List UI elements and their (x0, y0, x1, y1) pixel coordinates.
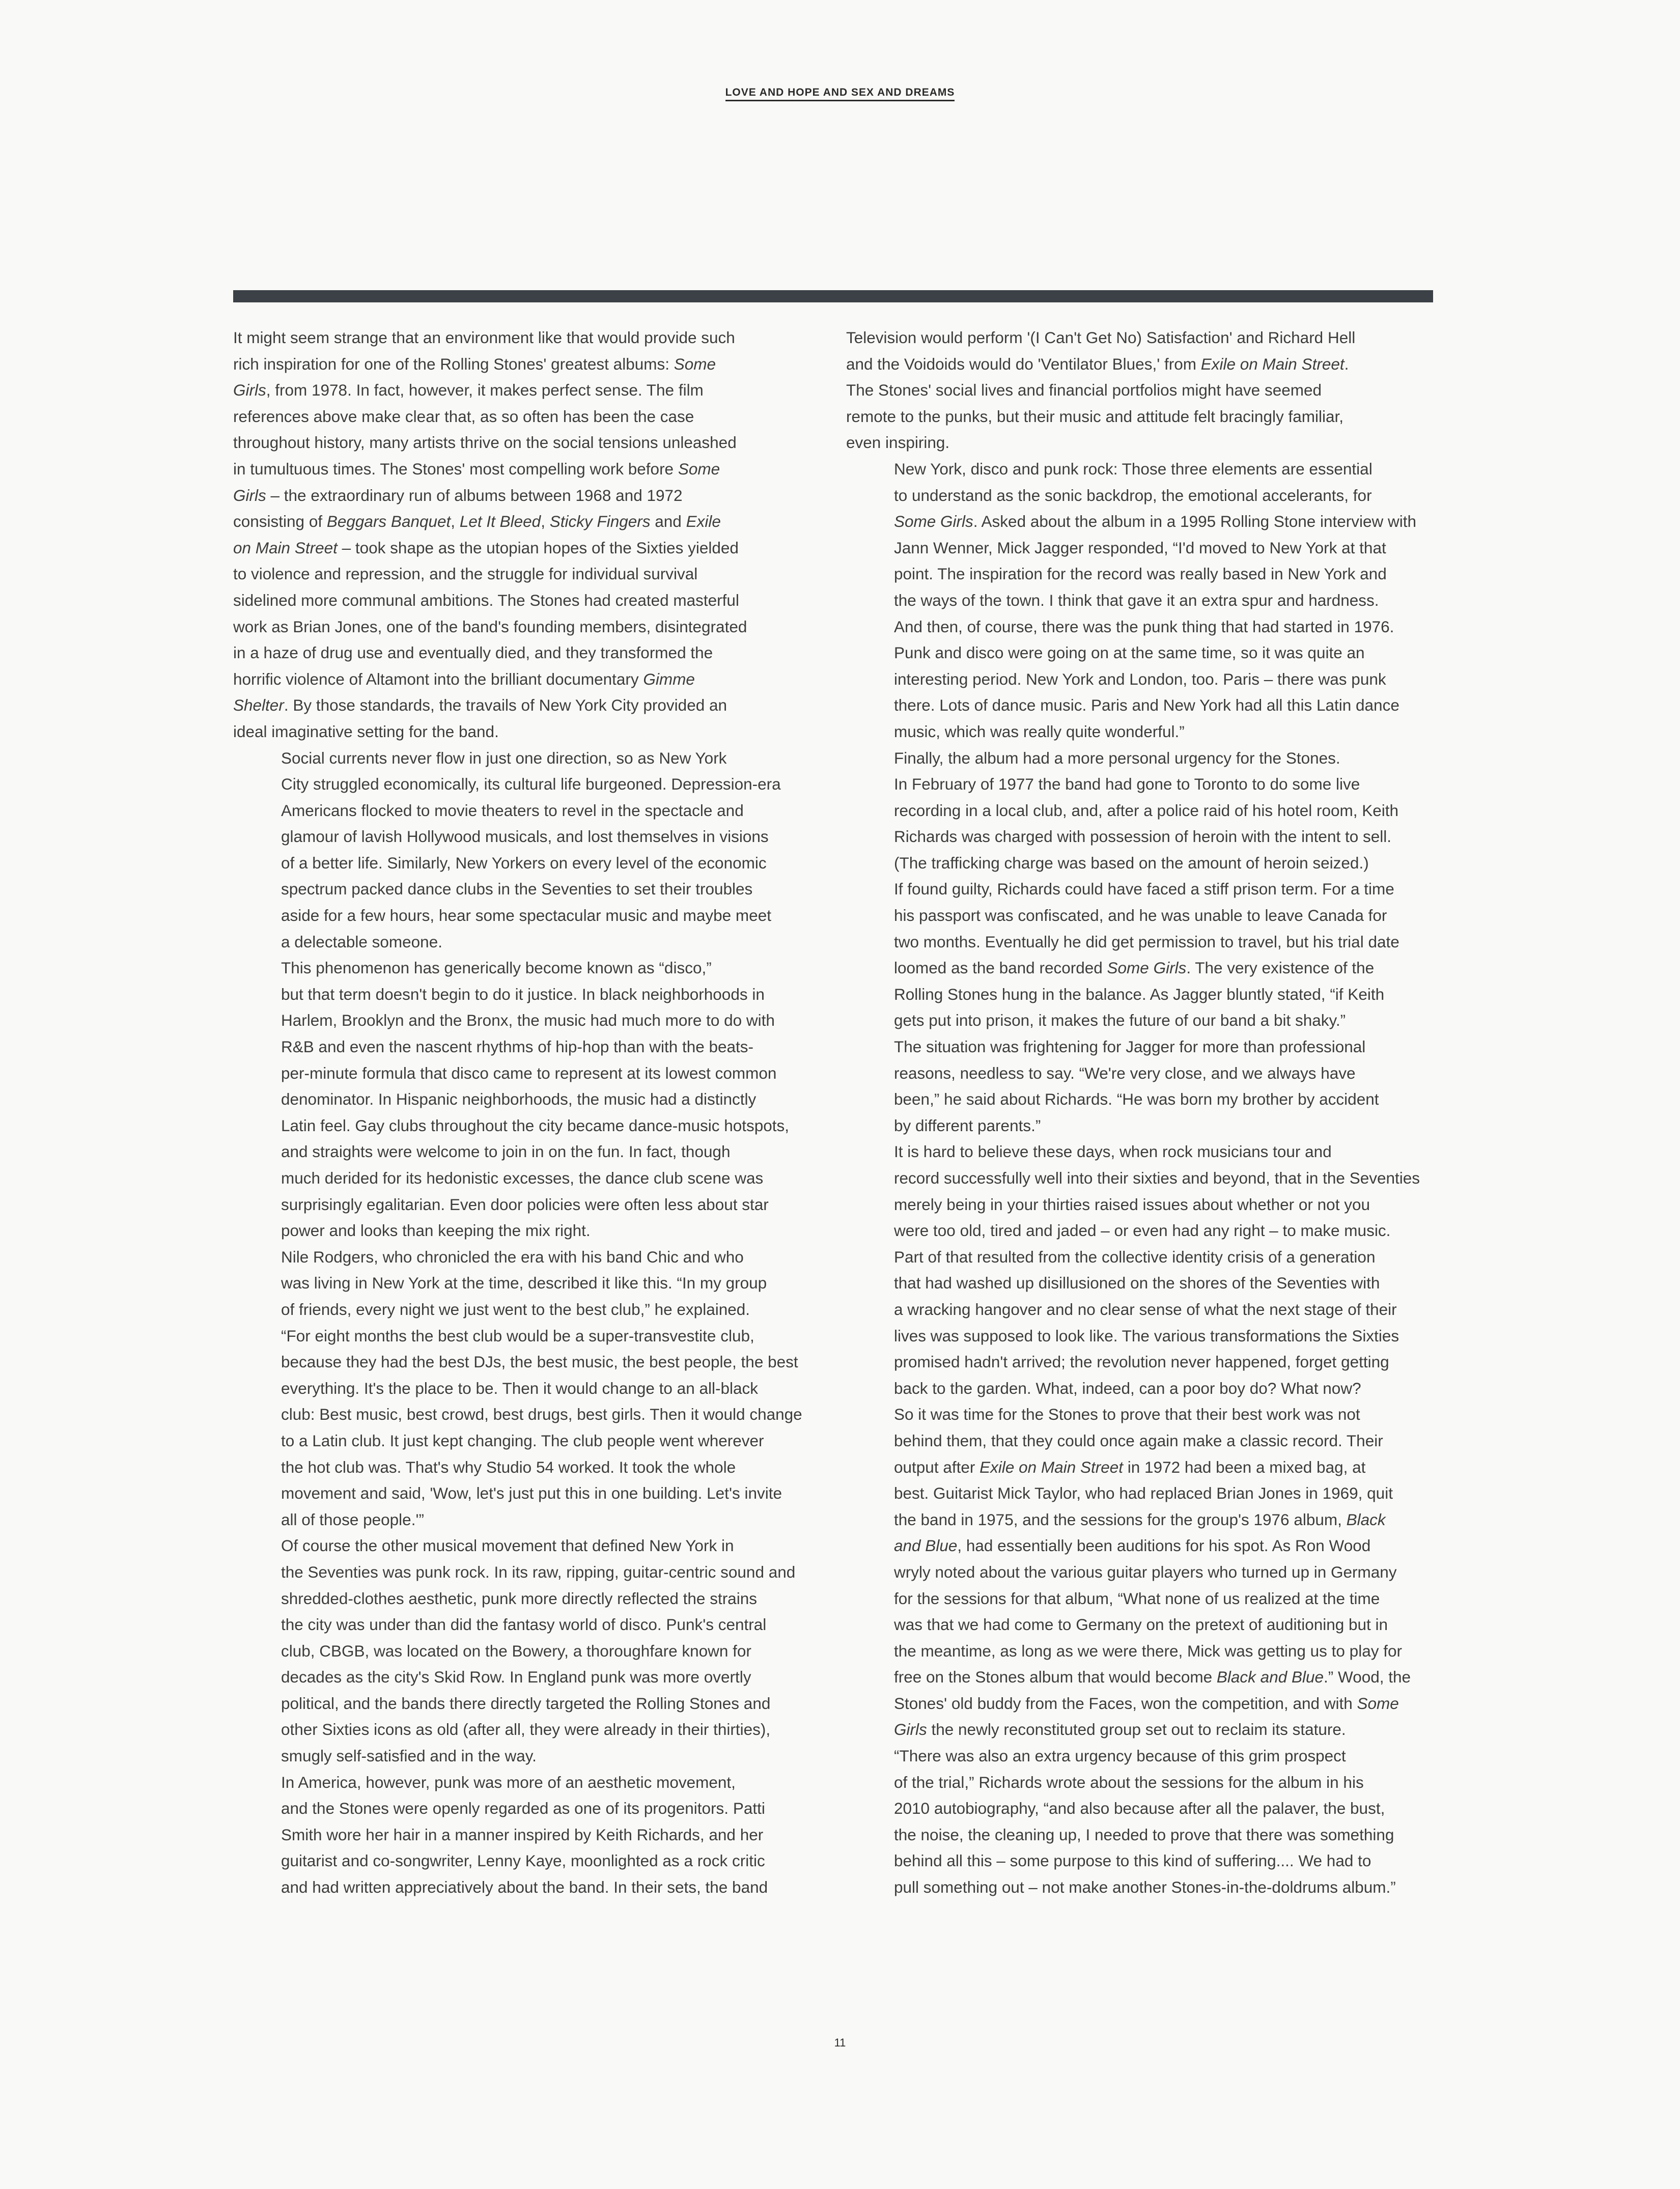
text-line: Nile Rodgers, who chronicled the era with his band Chic and who (281, 1247, 744, 1266)
text-line: shredded-clothes aesthetic, punk more directly reflected the strains (281, 1589, 757, 1608)
header-rule (233, 290, 1433, 302)
text-line: references above make clear that, as so often has been the case (233, 407, 694, 426)
text-line: spectrum packed dance clubs in the Seventies to set their troubles (281, 880, 753, 899)
text-line: Richards was charged with possession of heroin with the intent to sell. (894, 827, 1392, 846)
text-line: 2010 autobiography, “and also because after all the palaver, the bust, (894, 1799, 1385, 1818)
text-line: work as Brian Jones, one of the band's founding members, disintegrated (233, 617, 747, 636)
text-line: lives was supposed to look like. The various transformations the Sixties (894, 1326, 1399, 1345)
paragraph (846, 1139, 1421, 1401)
text-line: Smith wore her hair in a manner inspired by Keith Richards, and her (281, 1825, 764, 1844)
paragraph (846, 1401, 1421, 1743)
text-line: It is hard to believe these days, when rock musicians tour and (894, 1142, 1332, 1161)
text-line: per-minute formula that disco came to represent at its lowest common (281, 1063, 777, 1082)
text-line: much derided for its hedonistic excesses, the dance club scene was (281, 1169, 764, 1187)
text-line: was that we had come to Germany on the pretext of auditioning but in (894, 1615, 1388, 1634)
text-line: and straights were welcome to join in on the fun. In fact, though (281, 1142, 731, 1161)
text-line: that had washed up disillusioned on the shores of the Seventies with (894, 1274, 1380, 1293)
text-line: in tumultuous times. The Stones' most compelling work before Some (233, 459, 720, 478)
text-line: The Stones' social lives and financial portfolios might have seemed (846, 381, 1322, 400)
text-line: club, CBGB, was located on the Bowery, a thoroughfare known for (281, 1641, 751, 1660)
text-line: were too old, tired and jaded – or even had any right – to make music. (894, 1221, 1391, 1240)
text-line: a wracking hangover and no clear sense of what the next stage of their (894, 1300, 1397, 1318)
text-line: Harlem, Brooklyn and the Bronx, the music had much more to do with (281, 1011, 775, 1030)
text-line: the city was under than did the fantasy world of disco. Punk's central (281, 1615, 767, 1634)
text-line: the ways of the town. I think that gave it an extra spur and hardness. (894, 591, 1379, 609)
text-line: So it was time for the Stones to prove that their best work was not (894, 1405, 1360, 1424)
text-line: reasons, needless to say. “We're very close, and we always have (894, 1063, 1356, 1082)
text-line: other Sixties icons as old (after all, they were already in their thirties), (281, 1720, 771, 1739)
text-line: This phenomenon has generically become known as “disco,” (281, 959, 712, 977)
text-line: two months. Eventually he did get permission to travel, but his trial date (894, 932, 1399, 951)
text-line: remote to the punks, but their music and attitude felt bracingly familiar, (846, 407, 1343, 426)
text-line: of friends, every night we just went to the best club,” he explained. (281, 1300, 750, 1318)
text-line: Stones' old buddy from the Faces, won the competition, and with Some (894, 1694, 1399, 1713)
text-line: behind them, that they could once again make a classic record. Their (894, 1431, 1383, 1450)
text-line: and the Voidoids would do 'Ventilator Blues,' from Exile on Main Street. (846, 354, 1349, 373)
text-line: “There was also an extra urgency because of this grim prospect (894, 1747, 1346, 1765)
text-line: for the sessions for that album, “What none of us realized at the time (894, 1589, 1380, 1608)
text-line: recording in a local club, and, after a police raid of his hotel room, Keith (894, 801, 1399, 820)
text-line: in a haze of drug use and eventually died, and they transformed the (233, 643, 713, 662)
text-line: was living in New York at the time, described it like this. “In my group (281, 1274, 767, 1293)
text-line: the band in 1975, and the sessions for the group's 1976 album, Black (894, 1510, 1386, 1529)
paragraph (233, 1533, 808, 1769)
text-line: R&B and even the nascent rhythms of hip-hop than with the beats- (281, 1037, 754, 1056)
text-line: “For eight months the best club would be a super-transvestite club, (281, 1326, 754, 1345)
text-line: and had written appreciatively about the band. In their sets, the band (281, 1878, 768, 1897)
text-line: a delectable someone. (281, 932, 442, 951)
text-line: Television would perform '(I Can't Get No) Satisfaction' and Richard Hell (846, 328, 1356, 347)
running-head-text: LOVE AND HOPE AND SEX AND DREAMS (725, 87, 955, 101)
text-line: political, and the bands there directly targeted the Rolling Stones and (281, 1694, 771, 1713)
paragraph (846, 745, 1421, 1139)
paragraph (846, 1743, 1421, 1901)
text-line: decades as the city's Skid Row. In England punk was more overtly (281, 1668, 751, 1687)
paragraph (233, 745, 808, 956)
running-head (0, 87, 1680, 99)
text-line: and Blue, had essentially been auditions for his spot. As Ron Wood (894, 1536, 1371, 1555)
text-line: The situation was frightening for Jagger for more than professional (894, 1037, 1366, 1056)
text-line: the noise, the cleaning up, I needed to prove that there was something (894, 1825, 1394, 1844)
text-line: of the trial,” Richards wrote about the sessions for the album in his (894, 1773, 1364, 1791)
text-line: Latin feel. Gay clubs throughout the city became dance-music hotspots, (281, 1116, 790, 1135)
text-line: guitarist and co-songwriter, Lenny Kaye, moonlighted as a rock critic (281, 1851, 765, 1870)
text-line: but that term doesn't begin to do it justice. In black neighborhoods in (281, 985, 765, 1003)
text-line: Rolling Stones hung in the balance. As Jagger bluntly stated, “if Keith (894, 985, 1385, 1003)
text-line: everything. It's the place to be. Then it would change to an all-black (281, 1379, 759, 1397)
text-line: throughout history, many artists thrive on the social tensions unleashed (233, 433, 737, 452)
text-line: loomed as the band recorded Some Girls. The very existence of the (894, 959, 1375, 977)
text-line: and the Stones were openly regarded as one of its progenitors. Patti (281, 1799, 765, 1818)
text-line: aside for a few hours, hear some spectacular music and maybe meet (281, 906, 771, 925)
text-line: It might seem strange that an environment like that would provide such (233, 328, 735, 347)
text-line: free on the Stones album that would become Black and Blue.” Wood, the (894, 1668, 1411, 1687)
text-line: record successfully well into their sixties and beyond, that in the Seventies (894, 1169, 1420, 1187)
text-line: gets put into prison, it makes the future of our band a bit shaky.” (894, 1011, 1346, 1030)
text-line: output after Exile on Main Street in 1972 had been a mixed bag, at (894, 1457, 1366, 1476)
text-line: interesting period. New York and London, too. Paris – there was punk (894, 669, 1386, 688)
paragraph (233, 1244, 808, 1533)
page-number: 11 (834, 2036, 846, 2049)
text-line: there. Lots of dance music. Paris and New York had all this Latin dance (894, 696, 1399, 715)
text-line: by different parents.” (894, 1116, 1041, 1135)
text-line: promised hadn't arrived; the revolution never happened, forget getting (894, 1353, 1389, 1371)
paragraph (846, 325, 1421, 456)
text-line: denominator. In Hispanic neighborhoods, the music had a distinctly (281, 1090, 757, 1109)
paragraph (846, 456, 1421, 745)
text-line: wryly noted about the various guitar players who turned up in Germany (894, 1562, 1397, 1581)
text-line: sidelined more communal ambitions. The Stones had created masterful (233, 591, 739, 609)
text-line: Girls the newly reconstituted group set out to reclaim its stature. (894, 1720, 1346, 1739)
text-line: glamour of lavish Hollywood musicals, and lost themselves in visions (281, 827, 769, 846)
text-line: pull something out – not make another Stones-in-the-doldrums album.” (894, 1878, 1396, 1897)
text-line: ideal imaginative setting for the band. (233, 722, 499, 741)
text-line: because they had the best DJs, the best music, the best people, the best (281, 1353, 798, 1371)
text-line: club: Best music, best crowd, best drugs, best girls. Then it would change (281, 1405, 802, 1424)
text-line: Shelter. By those standards, the travails of New York City provided an (233, 696, 727, 715)
text-line: to violence and repression, and the struggle for individual survival (233, 565, 698, 583)
text-line: Jann Wenner, Mick Jagger responded, “I'd moved to New York at that (894, 538, 1386, 557)
text-line: New York, disco and punk rock: Those three elements are essential (894, 459, 1373, 478)
paragraph (233, 325, 808, 745)
text-line: Girls, from 1978. In fact, however, it makes perfect sense. The film (233, 381, 704, 400)
text-line: Girls – the extraordinary run of albums between 1968 and 1972 (233, 486, 683, 504)
text-line: And then, of course, there was the punk thing that had started in 1976. (894, 617, 1394, 636)
text-line: merely being in your thirties raised issues about whether or not you (894, 1195, 1370, 1214)
text-line: the meantime, as long as we were there, Mick was getting us to play for (894, 1641, 1402, 1660)
text-line: all of those people.'” (281, 1510, 424, 1529)
text-line: of a better life. Similarly, New Yorkers on every level of the economic (281, 853, 767, 872)
text-line: Social currents never flow in just one direction, so as New York (281, 748, 727, 767)
text-line: In February of 1977 the band had gone to Toronto to do some live (894, 775, 1360, 794)
text-line: best. Guitarist Mick Taylor, who had replaced Brian Jones in 1969, quit (894, 1484, 1393, 1503)
text-line: If found guilty, Richards could have faced a stiff prison term. For a time (894, 880, 1394, 899)
left-column (233, 325, 808, 1901)
text-line: on Main Street – took shape as the utopian hopes of the Sixties yielded (233, 538, 739, 557)
text-line: the Seventies was punk rock. In its raw, ripping, guitar-centric sound and (281, 1562, 796, 1581)
text-line: consisting of Beggars Banquet, Let It Bleed, Sticky Fingers and Exile (233, 512, 721, 531)
text-line: to understand as the sonic backdrop, the emotional accelerants, for (894, 486, 1372, 504)
text-line: horrific violence of Altamont into the brilliant documentary Gimme (233, 669, 695, 688)
text-line: Of course the other musical movement that defined New York in (281, 1536, 734, 1555)
text-line: the hot club was. That's why Studio 54 worked. It took the whole (281, 1457, 736, 1476)
text-line: behind all this – some purpose to this kind of suffering.... We had to (894, 1851, 1371, 1870)
text-line: back to the garden. What, indeed, can a poor boy do? What now? (894, 1379, 1361, 1397)
text-line: to a Latin club. It just kept changing. The club people went wherever (281, 1431, 764, 1450)
text-line: power and looks than keeping the mix right. (281, 1221, 591, 1240)
text-line: music, which was really quite wonderful.” (894, 722, 1185, 741)
text-line: In America, however, punk was more of an aesthetic movement, (281, 1773, 736, 1791)
text-line: point. The inspiration for the record was really based in New York and (894, 565, 1387, 583)
text-line: movement and said, 'Wow, let's just put this in one building. Let's invite (281, 1484, 782, 1503)
text-line: Americans flocked to movie theaters to revel in the spectacle and (281, 801, 744, 820)
text-line: City struggled economically, its cultural life burgeoned. Depression-era (281, 775, 781, 794)
right-column (846, 325, 1421, 1901)
text-line: smugly self-satisfied and in the way. (281, 1747, 537, 1765)
text-line: Punk and disco were going on at the same time, so it was quite an (894, 643, 1365, 662)
text-line: Some Girls. Asked about the album in a 1995 Rolling Stone interview with (894, 512, 1417, 531)
text-line: surprisingly egalitarian. Even door policies were often less about star (281, 1195, 769, 1214)
text-line: rich inspiration for one of the Rolling Stones' greatest albums: Some (233, 354, 716, 373)
text-line: been,” he said about Richards. “He was born my brother by accident (894, 1090, 1379, 1109)
paragraph (233, 955, 808, 1244)
text-line: even inspiring. (846, 433, 950, 452)
text-line: his passport was confiscated, and he was unable to leave Canada for (894, 906, 1387, 925)
text-line: Part of that resulted from the collective identity crisis of a generation (894, 1247, 1376, 1266)
text-line: Finally, the album had a more personal urgency for the Stones. (894, 748, 1340, 767)
paragraph (233, 1770, 808, 1901)
text-line: (The trafficking charge was based on the amount of heroin seized.) (894, 853, 1369, 872)
